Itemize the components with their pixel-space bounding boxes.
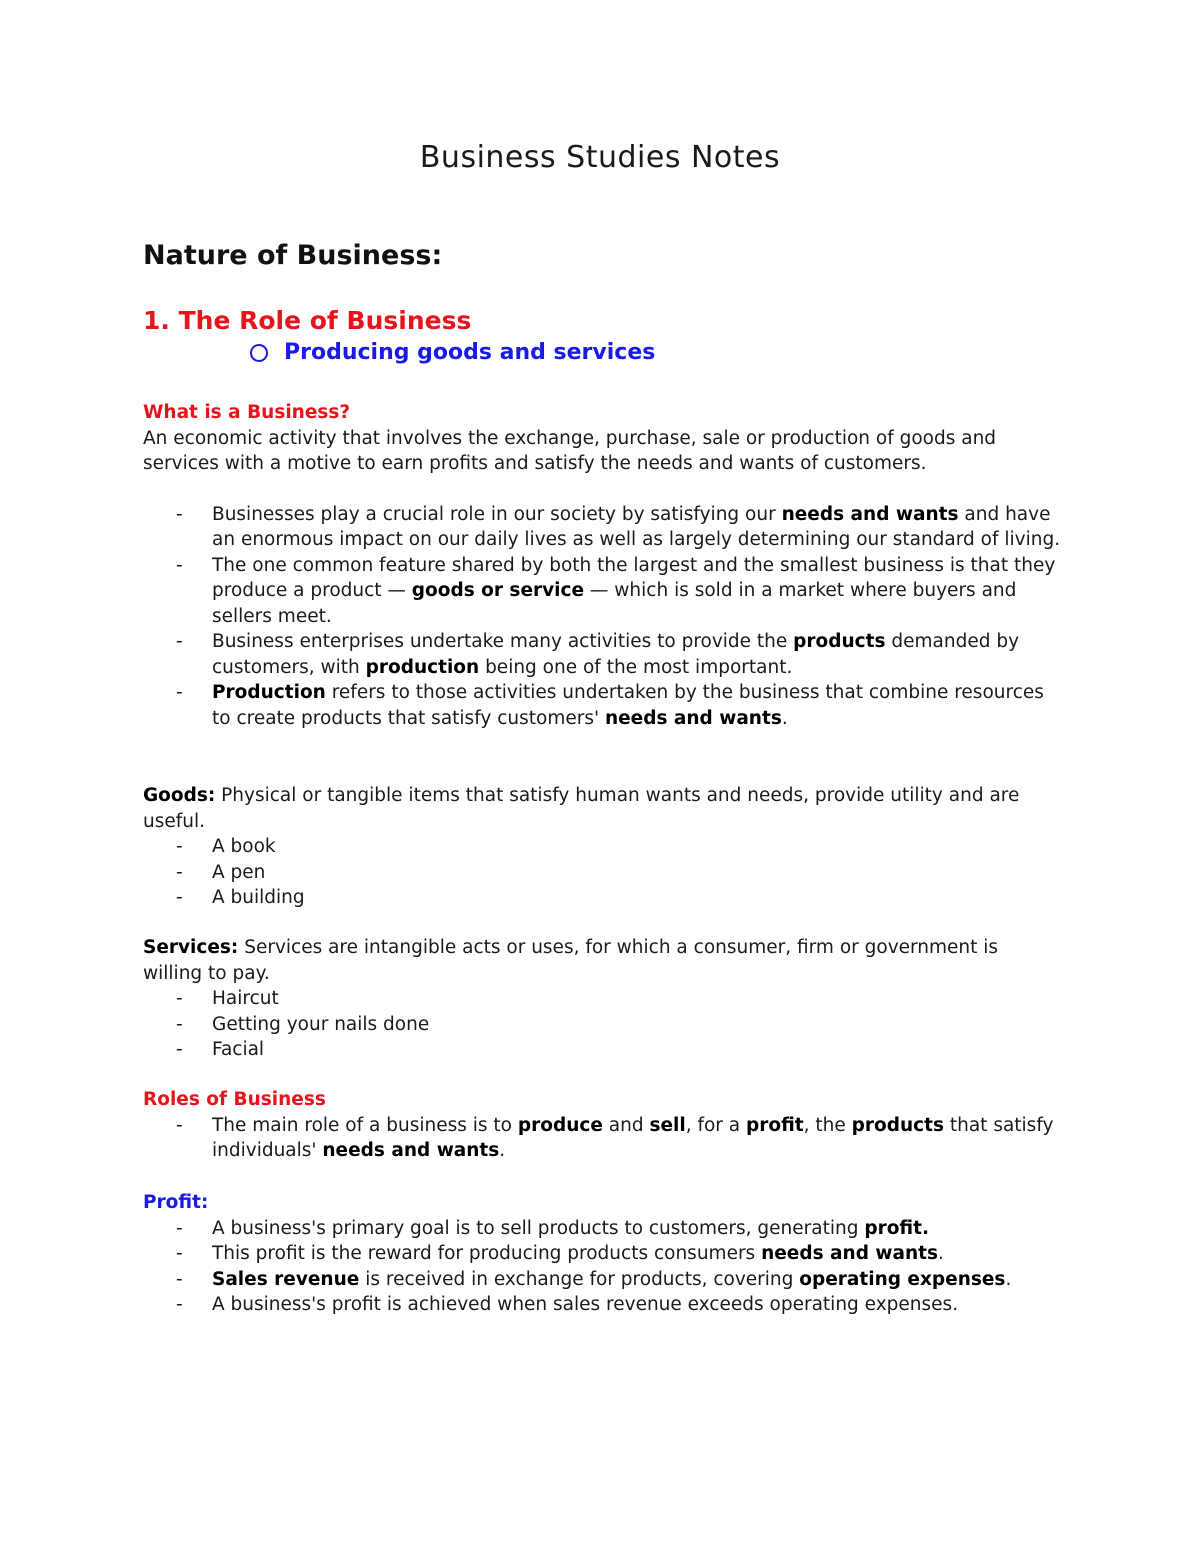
topic-heading: 1. The Role of Business <box>143 306 472 335</box>
list-item: - Getting your nails done <box>143 1012 1063 1038</box>
bold-term: goods or service <box>411 580 585 601</box>
list-item <box>143 1113 1063 1164</box>
bold-term: produce <box>517 1114 603 1136</box>
services-examples <box>143 986 1063 1063</box>
bold-term: products <box>851 1114 944 1136</box>
document-title: Business Studies Notes <box>419 140 781 175</box>
hollow-circle-bullet-icon <box>250 344 268 362</box>
list-item-text: The main role of a business is to <box>212 1114 518 1136</box>
list-item: - A building <box>143 885 1063 911</box>
list-item-text: The one common feature shared by both the largest and the smallest business is that they produce a product — <box>212 554 1056 601</box>
bold-term: needs and wants <box>322 1140 500 1161</box>
list-item-text: . <box>781 707 788 729</box>
list-item: - Haircut <box>143 986 1063 1012</box>
list-item-text: , the <box>803 1114 852 1136</box>
services-definition <box>143 935 1063 986</box>
bold-term: sell <box>649 1114 686 1136</box>
section-heading: Nature of Business: <box>143 240 443 271</box>
business-points <box>143 502 1063 732</box>
goods-text: Physical or tangible items that satisfy human wants and needs, provide utility and are useful. <box>143 785 1020 832</box>
roles-heading: Roles of Business <box>143 1089 326 1110</box>
list-item <box>143 553 1063 630</box>
list-item-text: . <box>1005 1268 1012 1290</box>
list-item-text: is received in exchange for products, covering <box>359 1268 800 1290</box>
goods-definition <box>143 783 1063 834</box>
list-item-text: . <box>937 1243 944 1264</box>
roles-points <box>143 1113 1063 1164</box>
bold-term: products <box>793 631 886 652</box>
bold-term: operating expenses <box>799 1268 1006 1290</box>
list-item-text: A business's primary goal is to sell products to customers, generating <box>212 1217 865 1239</box>
subtopic-item <box>250 340 655 365</box>
what-is-business-section <box>143 400 1063 731</box>
list-item: - A book <box>143 834 1063 860</box>
bold-term: needs and wants <box>604 707 782 729</box>
list-item <box>143 1216 1063 1242</box>
list-item-text: Businesses play a crucial role in our society by satisfying our <box>212 503 782 525</box>
list-item: - Facial <box>143 1037 1063 1063</box>
list-item-text: . <box>499 1140 506 1161</box>
list-item <box>143 502 1063 553</box>
bold-term: Sales revenue <box>212 1268 360 1290</box>
list-item-text: Business enterprises undertake many activities to provide the <box>212 631 794 652</box>
list-item-text: refers to those activities undertaken by the business that combine resources to create products that satisfy customers' <box>212 682 1044 729</box>
list-item: - A pen <box>143 860 1063 886</box>
list-item <box>143 1292 1063 1318</box>
profit-heading: Profit: <box>143 1192 209 1213</box>
bold-term: profit. <box>864 1217 929 1239</box>
services-text: Services are intangible acts or uses, for which a consumer, firm or government is willing to pay. <box>143 937 999 984</box>
list-item <box>143 680 1063 731</box>
list-item-text: being one of the most important. <box>479 656 793 678</box>
business-definition: An economic activity that involves the exchange, purchase, sale or production of goods and services with a motive to earn profits and satisfy the needs and wants of customers. <box>143 427 997 474</box>
goods-examples <box>143 834 1063 911</box>
list-item-text: and have an enormous impact on our daily lives as well as largely determining our standard of living. <box>212 503 1061 550</box>
bold-term: needs and wants <box>761 1243 938 1264</box>
list-item-text: — which is sold in a market where buyers and sellers meet. <box>212 580 1017 627</box>
bold-term: profit <box>746 1114 804 1136</box>
bold-term: production <box>365 656 480 678</box>
profit-points <box>143 1216 1063 1318</box>
list-item-text: This profit is the reward for producing products consumers <box>212 1243 762 1264</box>
goods-label: Goods: <box>143 785 216 806</box>
list-item-text: A business's profit is achieved when sales revenue exceeds operating expenses. <box>212 1294 959 1315</box>
services-section <box>143 935 1063 1063</box>
what-is-heading: What is a Business? <box>143 402 351 423</box>
bold-term: Production <box>212 682 326 703</box>
profit-section <box>143 1190 1063 1318</box>
list-item-text: , for a <box>685 1114 747 1136</box>
subtopic-label: Producing goods and services <box>284 340 656 365</box>
list-item-text: that satisfy individuals' <box>212 1114 1054 1161</box>
services-label: Services: <box>143 937 239 958</box>
list-item <box>143 1241 1063 1267</box>
list-item <box>143 629 1063 680</box>
list-item <box>143 1267 1063 1293</box>
list-item-text: demanded by customers, with <box>212 631 1020 678</box>
list-item-text: and <box>602 1114 650 1136</box>
goods-section <box>143 783 1063 911</box>
bold-term: needs and wants <box>781 503 959 525</box>
roles-section <box>143 1087 1063 1164</box>
